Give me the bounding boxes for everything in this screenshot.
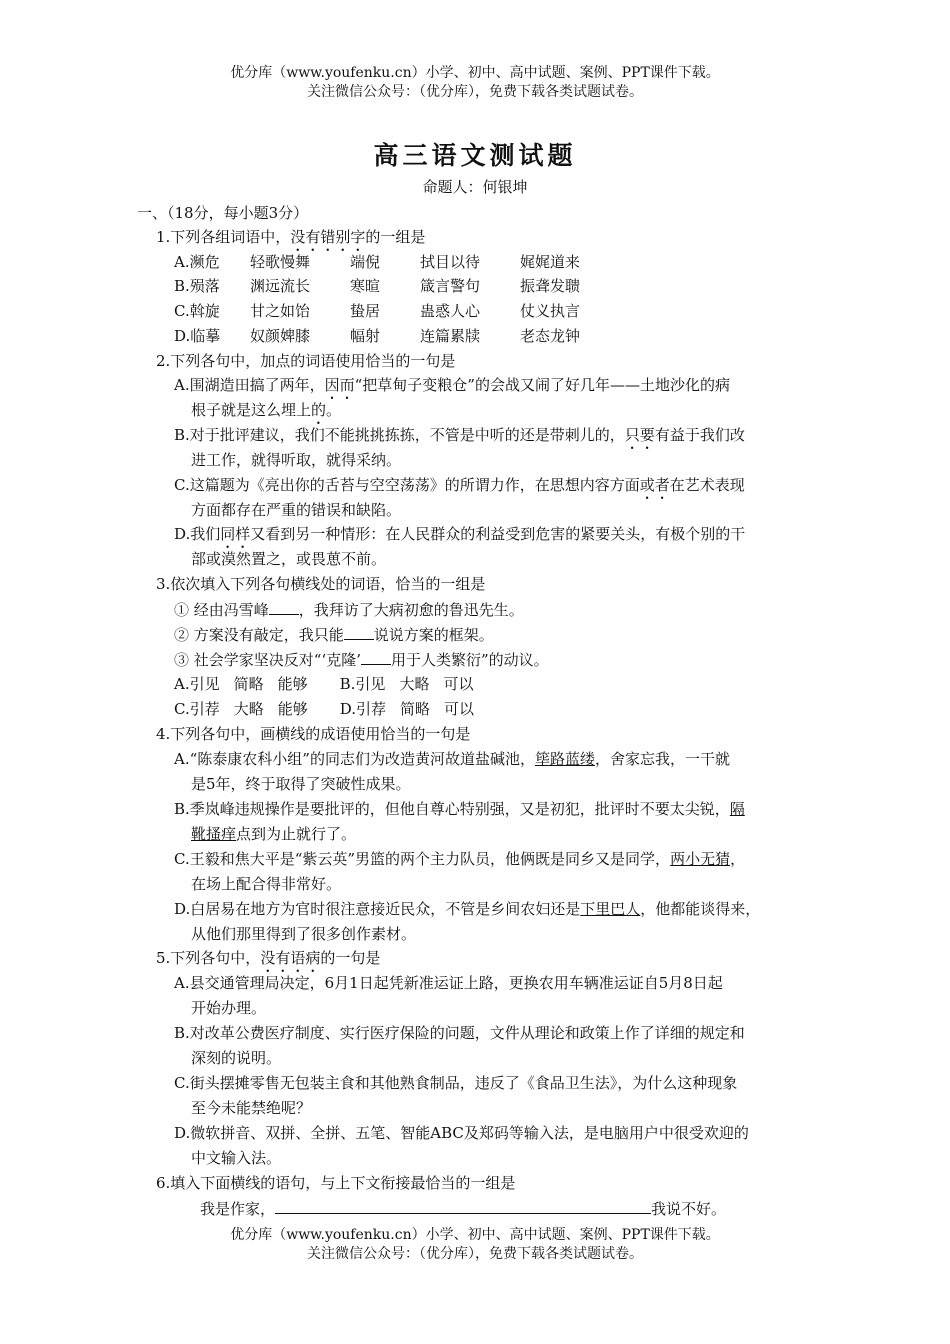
q4-option-d-line1	[174, 899, 760, 919]
q3-choice-word: 能够	[277, 700, 308, 718]
q5-option-a-line2: 开始办理。	[191, 999, 267, 1017]
q4-b-text: B.季岚峰违规操作是要批评的，但他自尊心特别强，又是初犯，批评时不要太尖锐，	[174, 800, 730, 818]
q2-a-emphasis: 因而	[324, 376, 355, 394]
q4-c-idiom: 两小无猜	[670, 850, 731, 868]
page-title: 高三语文测试题	[373, 141, 577, 170]
q4-a-text-end: ，舍家忘我，一干就	[594, 750, 730, 768]
footer-line-2: 关注微信公众号：（优分库），免费下载各类试题试卷。	[307, 1246, 643, 1262]
q5-stem-emphasis: 没有语病	[260, 949, 321, 967]
q4-a-idiom: 筚路蓝缕	[534, 750, 595, 768]
q1-c-word: C.斡旋	[174, 302, 220, 320]
q2-b-text: B.对于批评建议，我们不能挑挑拣拣，不管是中听的还是带刺儿的，	[174, 426, 625, 444]
q1-d-word: 幅射	[350, 327, 381, 345]
q2-option-a-line2	[191, 400, 341, 428]
q4-b-text-end: 点到为止就行了。	[236, 825, 357, 843]
q2-a-text-end: 。	[326, 401, 342, 419]
q1-a-word: 娓娓道来	[520, 253, 581, 271]
q1-d-word: 老态龙钟	[520, 327, 581, 345]
section-heading: 一、（18分，每小题3分）	[137, 204, 309, 222]
q3-s1-text: ① 经由冯雪峰	[174, 601, 269, 619]
q3-choice-word: 大略	[233, 700, 264, 718]
q4-option-b-line2	[191, 824, 356, 844]
fill-blank	[361, 649, 391, 665]
q1-b-word: 寒暄	[350, 277, 381, 295]
q2-option-b-line2: 进工作，就得听取，就得采纳。	[191, 451, 402, 469]
q4-b-idiom: 靴搔痒	[191, 825, 237, 843]
q3-choice-word: 可以	[444, 700, 475, 718]
q4-stem: 4.下列各句中，画横线的成语使用恰当的一句是	[156, 725, 471, 743]
q6-text: 我是作家，	[200, 1200, 276, 1218]
q4-c-text: C.王毅和焦大平是“紫云英”男篮的两个主力队员，他俩既是同乡又是同学，	[174, 850, 671, 868]
fill-blank	[269, 599, 299, 615]
q1-option-a	[174, 252, 580, 272]
q4-d-idiom: 下里巴人	[580, 900, 641, 918]
q4-option-c-line2: 在场上配合得非常好。	[191, 875, 342, 893]
q1-stem-text-end: 的一组是	[365, 228, 426, 246]
q1-b-word: 箴言警句	[420, 277, 481, 295]
q4-option-a-line1	[174, 749, 730, 769]
q2-a-emphasis: 的	[311, 401, 327, 419]
q5-option-c-line2: 至今未能禁绝呢？	[191, 1099, 312, 1117]
q1-option-c	[174, 301, 580, 321]
q5-option-d-line2: 中文输入法。	[191, 1149, 282, 1167]
q5-option-b-line1: B.对改革公费医疗制度、实行医疗保险的问题，文件从理论和政策上作了详细的规定和	[174, 1024, 745, 1042]
q1-d-word: 连篇累牍	[420, 327, 481, 345]
page-footer	[0, 1226, 950, 1264]
q1-b-word: B.殒落	[174, 277, 220, 295]
q5-stem-text: 5.下列各句中，	[156, 949, 261, 967]
q5-stem-text-end: 的一句是	[320, 949, 381, 967]
q2-d-text: D.我们	[174, 525, 221, 543]
q1-d-word: D.临摹	[174, 327, 221, 345]
q2-b-text-end: 有益于我们改	[654, 426, 745, 444]
q1-option-d	[174, 326, 580, 346]
q2-stem: 2.下列各句中，加点的词语使用恰当的一句是	[156, 352, 456, 370]
q2-c-emphasis: 或者	[639, 476, 670, 494]
fill-blank	[275, 1198, 651, 1214]
q2-a-text: 根子就是这么埋上	[191, 401, 312, 419]
q1-option-b	[174, 276, 580, 296]
q2-c-text-end: 在艺术表现	[669, 476, 745, 494]
q2-option-c-line1	[174, 475, 745, 503]
q4-d-text: D.白居易在地方为官时很注意接近民众，不管是乡间农妇还是	[174, 900, 581, 918]
q3-choice-word: C.引荐	[174, 700, 220, 718]
q1-b-word: 振聋发聩	[520, 277, 581, 295]
q4-c-text-end: ，	[730, 850, 746, 868]
page-header	[0, 64, 950, 102]
q1-a-word: 轻歌慢舞	[250, 253, 311, 271]
q2-option-d-line1	[174, 524, 745, 552]
q2-d-text-end: 又看到另一种情形：在人民群众的利益受到危害的紧要关头，有极个别的干	[250, 525, 746, 543]
q3-s3-text-end: 用于人类繁衍”的动议。	[390, 651, 549, 669]
q3-sentence-3	[174, 649, 549, 670]
q3-choice-word: 能够	[277, 675, 308, 693]
q5-stem	[156, 948, 380, 976]
q2-d-emphasis: 同样	[220, 525, 251, 543]
q3-sentence-2	[174, 624, 494, 645]
q3-choice-word: B.引见	[339, 675, 386, 693]
q2-option-a-line1	[174, 375, 730, 403]
q5-option-a-line1: A.县交通管理局决定，6月1日起凭新准运证上路，更换农用车辆准运证自5月8日起	[174, 974, 723, 992]
q4-option-d-line2: 从他们那里得到了很多创作素材。	[191, 925, 417, 943]
q2-option-c-line2: 方面都存在严重的错误和缺陷。	[191, 501, 402, 519]
q1-d-word: 奴颜婢膝	[250, 327, 311, 345]
q1-b-word: 渊远流长	[250, 277, 311, 295]
q3-choice-word: 简略	[233, 675, 264, 693]
q6-fill-line	[200, 1198, 726, 1219]
q1-c-word: 蛊惑人心	[420, 302, 481, 320]
header-line-2: 关注微信公众号：（优分库），免费下载各类试题试卷。	[307, 84, 643, 100]
q1-a-word: 端倪	[350, 253, 381, 271]
q3-s1-text-end: ，我拜访了大病初愈的鲁迅先生。	[298, 601, 524, 619]
q3-choice-word: 可以	[443, 675, 474, 693]
q2-option-b-line1	[174, 425, 745, 453]
q1-c-word: 仗义执言	[520, 302, 581, 320]
q4-option-c-line1	[174, 849, 745, 869]
q4-a-text: A.“陈泰康农科小组”的同志们为改造黄河故道盐碱池，	[174, 750, 535, 768]
q2-b-emphasis: 只要	[624, 426, 655, 444]
header-line-1: 优分库（www.youfenku.cn）小学、初中、高中试题、案例、PPT课件下载。	[230, 65, 720, 81]
q5-option-b-line2: 深刻的说明。	[191, 1049, 282, 1067]
q6-stem: 6.填入下面横线的语句，与上下文衔接最恰当的一组是	[156, 1174, 516, 1192]
q1-a-word: A.濒危	[174, 253, 220, 271]
q2-a-text: A.围湖造田搞了两年，	[174, 376, 325, 394]
q6-text-end: 我说不好。	[651, 1200, 727, 1218]
q1-stem-emphasis: 没有错别字	[290, 228, 366, 246]
q2-option-d-line2: 部或漠然置之，或畏葸不前。	[191, 550, 387, 568]
q3-s3-text: ③ 社会学家坚决反对“‘克隆’	[174, 651, 361, 669]
q3-choice-word: 简略	[400, 700, 431, 718]
q3-sentence-1	[174, 599, 524, 620]
q3-choice-word: D.引荐	[339, 700, 387, 718]
author-line: 命题人：何银坤	[422, 178, 528, 196]
q4-option-b-line1	[174, 799, 745, 819]
q3-options-ab	[174, 674, 487, 694]
q3-s2-text: ② 方案没有敲定，我只能	[174, 626, 344, 644]
q5-option-d-line1: D.微软拼音、双拼、全拼、五笔、智能ABC及郑码等输入法，是电脑用户中很受欢迎的	[174, 1124, 749, 1142]
fill-blank	[344, 624, 374, 640]
q1-stem-text: 1.下列各组词语中，	[156, 228, 291, 246]
q2-c-text: C.这篇题为《亮出你的舌苔与空空荡荡》的所谓力作，在思想内容方面	[174, 476, 640, 494]
q2-a-text-end: “把草甸子变粮仓”的会战又闹了好几年——土地沙化的病	[354, 376, 730, 394]
q4-b-idiom: 隔	[729, 800, 745, 818]
q1-c-word: 甘之如饴	[250, 302, 311, 320]
q3-stem: 3.依次填入下列各句横线处的词语，恰当的一组是	[156, 575, 486, 593]
q1-c-word: 蛰居	[350, 302, 381, 320]
q4-d-text-end: ，他都能谈得来，	[640, 900, 761, 918]
q3-s2-text-end: 说说方案的框架。	[373, 626, 494, 644]
q1-stem	[156, 227, 425, 255]
q1-a-word: 拭目以待	[420, 253, 481, 271]
q3-choice-word: A.引见	[174, 675, 220, 693]
q5-option-c-line1: C.街头摆摊零售无包装主食和其他熟食制品，违反了《食品卫生法》，为什么这种现象	[174, 1074, 738, 1092]
q3-choice-word: 大略	[399, 675, 430, 693]
footer-line-1: 优分库（www.youfenku.cn）小学、初中、高中试题、案例、PPT课件下载。	[230, 1227, 720, 1243]
q3-options-cd	[174, 699, 488, 719]
q4-option-a-line2: 是5年，终于取得了突破性成果。	[191, 775, 411, 793]
